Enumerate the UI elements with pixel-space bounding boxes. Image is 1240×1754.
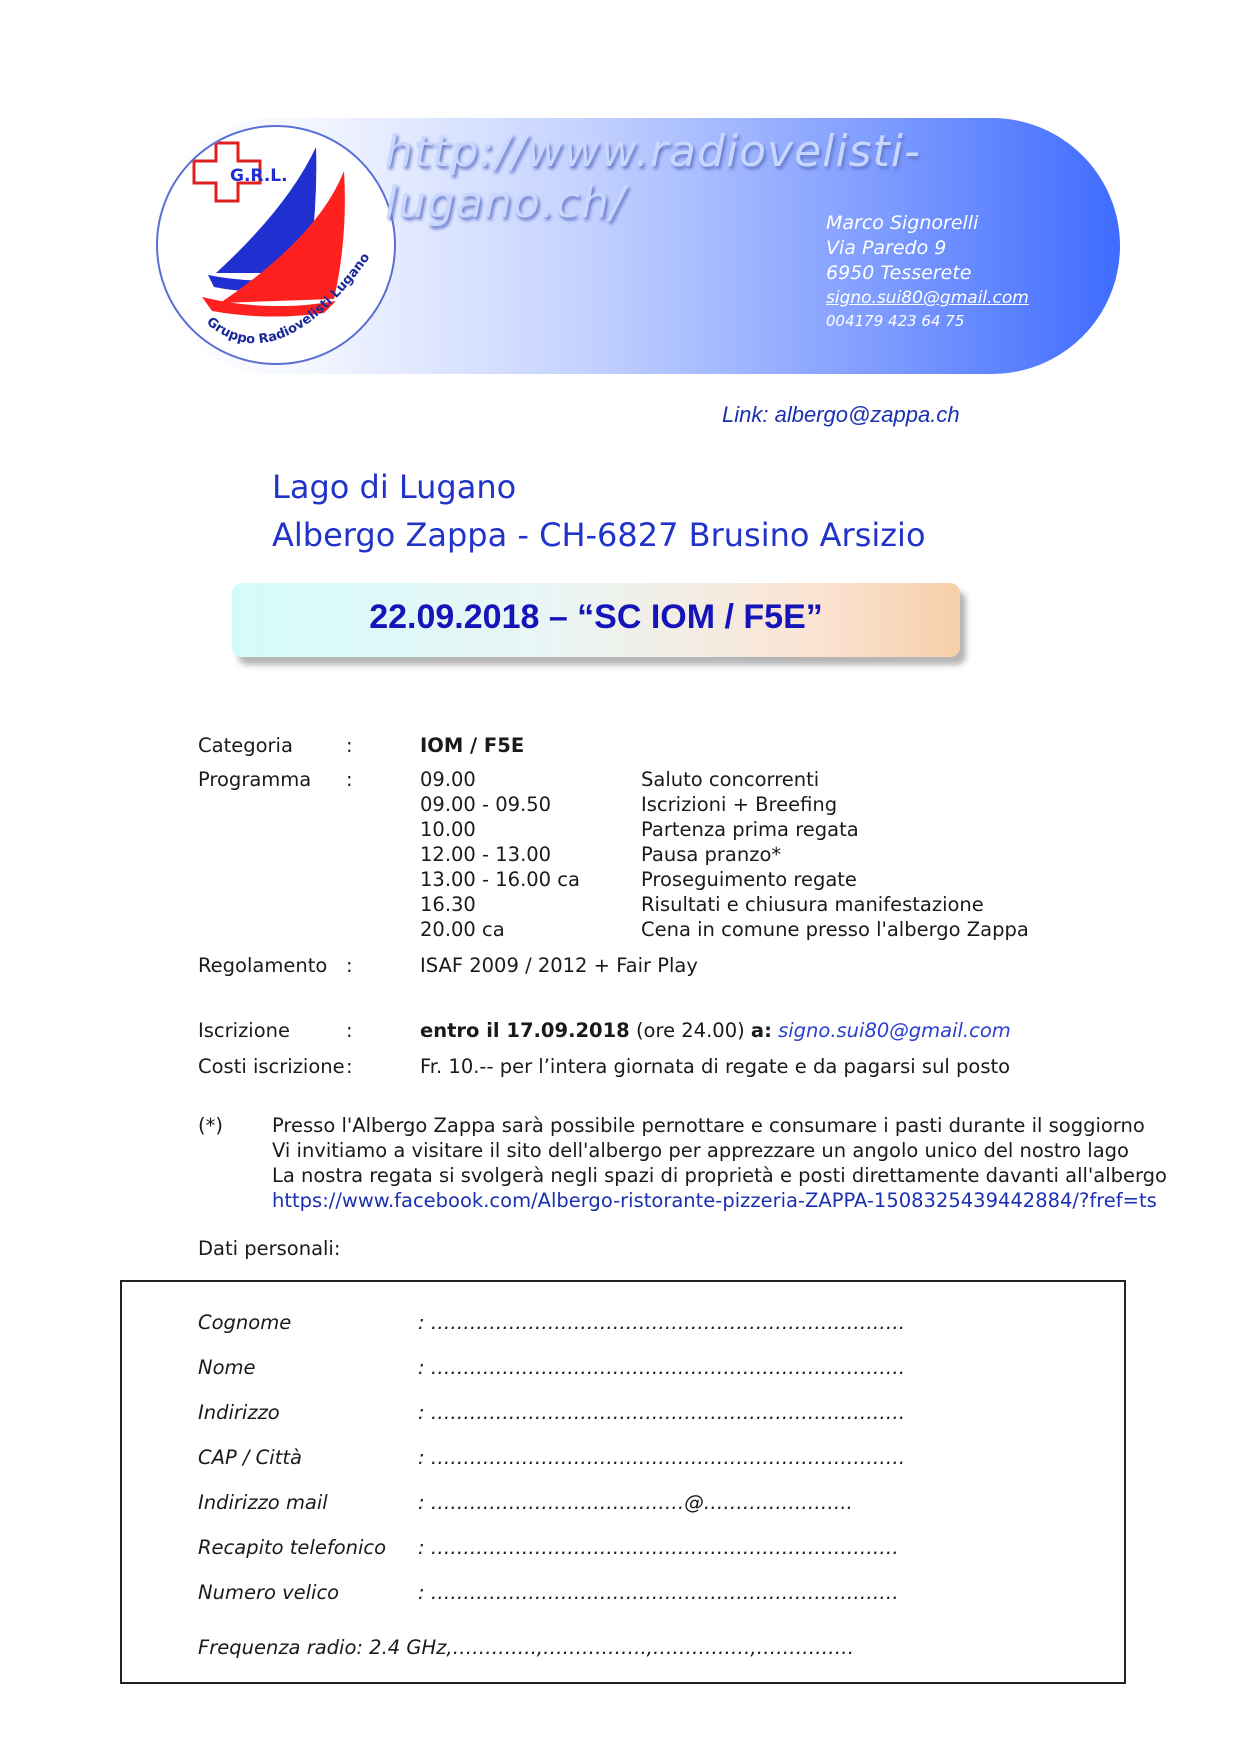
regolamento-value: ISAF 2009 / 2012 + Fair Play xyxy=(420,954,698,977)
website-url[interactable]: http://www.radiovelisti-lugano.ch/ xyxy=(385,126,921,228)
separator: : xyxy=(346,768,353,791)
note-line: Presso l'Albergo Zappa sarà possibile pernottare e consumare i pasti durante il soggiorno xyxy=(272,1114,1145,1137)
venue-line-1: Lago di Lugano xyxy=(272,468,517,506)
program-time: 09.00 - 09.50 xyxy=(420,793,552,816)
form-field-label: Nome xyxy=(198,1356,256,1379)
contact-phone: 004179 423 64 75 xyxy=(826,312,965,330)
program-activity: Iscrizioni + Breefing xyxy=(641,793,838,816)
link-email[interactable]: Link: albergo@zappa.ch xyxy=(722,402,960,427)
program-time: 16.30 xyxy=(420,893,476,916)
contact-email-link[interactable]: signo.sui80@gmail.com xyxy=(826,288,1029,308)
iscrizione-label: Iscrizione xyxy=(198,1019,291,1042)
form-field-input[interactable]: : …………………………………@………………….. xyxy=(418,1491,853,1514)
form-field-input[interactable]: : ……………………………………………………………… xyxy=(418,1581,899,1604)
regolamento-label: Regolamento xyxy=(198,954,328,977)
form-field-label: CAP / Città xyxy=(198,1446,302,1469)
form-field-input[interactable]: : ………………………………………………………………. xyxy=(418,1401,905,1424)
iscrizione-email-link[interactable]: signo.sui80@gmail.com xyxy=(778,1019,1011,1042)
note-line: La nostra regata si svolgerà negli spazi di proprietà e posti direttamente davanti all'albergo xyxy=(272,1164,1167,1187)
form-field-input[interactable]: : ………………………………………………………………. xyxy=(418,1446,905,1469)
event-title: 22.09.2018 – “SC IOM / F5E” xyxy=(369,598,823,636)
venue-line-2: Albergo Zappa - CH-6827 Brusino Arsizio xyxy=(272,516,926,554)
iscrizione-to: a: xyxy=(750,1019,772,1042)
form-field-input[interactable]: : ……………………………………………………………… xyxy=(418,1536,899,1559)
form-field-label: Numero velico xyxy=(198,1581,340,1604)
note-marker: (*) xyxy=(198,1114,223,1137)
program-time: 10.00 xyxy=(420,818,476,841)
form-field-input[interactable]: : ………………………………………………………………. xyxy=(418,1311,905,1334)
categoria-value: IOM / F5E xyxy=(420,734,525,757)
facebook-link[interactable]: https://www.facebook.com/Albergo-ristorante-pizzeria-ZAPPA-1508325439442884/?fref=ts xyxy=(272,1189,1157,1212)
costi-label: Costi iscrizione xyxy=(198,1055,345,1078)
form-field-label: Recapito telefonico xyxy=(198,1536,387,1559)
logo-ring-text: Gruppo Radiovelisti Lugano xyxy=(203,250,374,348)
program-activity: Cena in comune presso l'albergo Zappa xyxy=(641,918,1029,941)
program-time: 13.00 - 16.00 ca xyxy=(420,868,580,891)
programma-label: Programma xyxy=(198,768,312,791)
sailboat-logo-icon xyxy=(158,127,396,365)
program-activity: Saluto concorrenti xyxy=(641,768,820,791)
program-activity: Proseguimento regate xyxy=(641,868,857,891)
separator: : xyxy=(346,954,353,977)
note-line: Vi invitiamo a visitare il sito dell'albergo per apprezzare un angolo unico del nostro lago xyxy=(272,1139,1129,1162)
personal-data-form xyxy=(120,1280,1126,1684)
form-field-label: Cognome xyxy=(198,1311,292,1334)
form-field-label: Indirizzo mail xyxy=(198,1491,328,1514)
program-time: 20.00 ca xyxy=(420,918,505,941)
program-activity: Partenza prima regata xyxy=(641,818,859,841)
separator: : xyxy=(346,734,353,757)
form-field-label: Indirizzo xyxy=(198,1401,280,1424)
iscrizione-value xyxy=(420,1019,1011,1042)
contact-street: Via Paredo 9 xyxy=(826,237,947,259)
frequency-field[interactable]: Frequenza radio: 2.4 GHz,………….,…………….,……………,…………… xyxy=(198,1636,855,1659)
iscrizione-time: (ore 24.00) xyxy=(629,1019,751,1042)
club-logo xyxy=(156,125,396,365)
separator: : xyxy=(346,1019,353,1042)
program-time: 09.00 xyxy=(420,768,476,791)
logo-initials: G.R.L. xyxy=(230,166,288,186)
contact-city: 6950 Tesserete xyxy=(826,262,972,284)
program-activity: Pausa pranzo* xyxy=(641,843,782,866)
program-activity: Risultati e chiusura manifestazione xyxy=(641,893,984,916)
form-field-input[interactable]: : ………………………………………………………………. xyxy=(418,1356,905,1379)
costi-value: Fr. 10.-- per l’intera giornata di regate e da pagarsi sul posto xyxy=(420,1055,1011,1078)
program-time: 12.00 - 13.00 xyxy=(420,843,552,866)
form-heading: Dati personali: xyxy=(198,1237,341,1260)
categoria-label: Categoria xyxy=(198,734,293,757)
iscrizione-deadline: entro il 17.09.2018 xyxy=(420,1019,630,1042)
separator: : xyxy=(346,1055,353,1078)
contact-name: Marco Signorelli xyxy=(826,212,979,234)
